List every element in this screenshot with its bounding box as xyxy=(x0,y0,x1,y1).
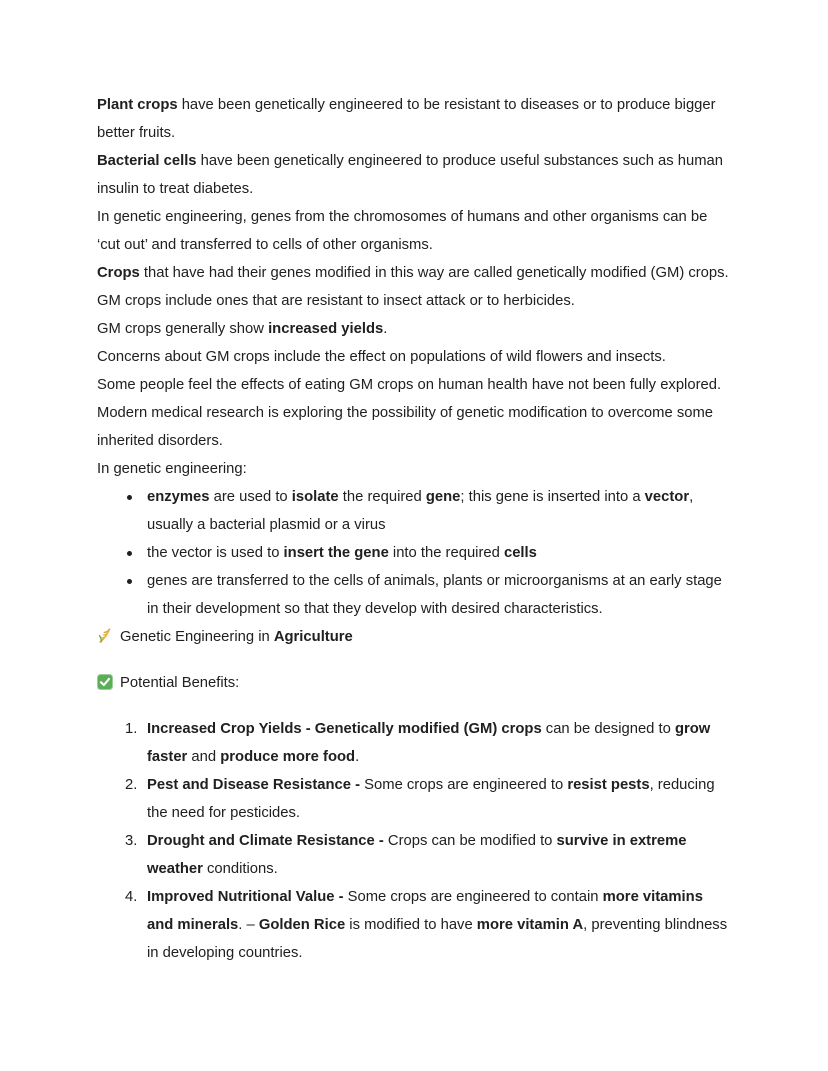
text: are used to xyxy=(209,489,292,505)
bold-text: Drought and Climate Resistance - xyxy=(147,833,384,849)
numbered-text xyxy=(147,889,727,961)
bold-text: more vitamins and minerals xyxy=(147,889,703,933)
numbered-item xyxy=(97,715,730,771)
paragraph-spacer xyxy=(97,651,730,669)
paragraph xyxy=(97,203,730,259)
text: can be designed to xyxy=(541,721,675,737)
bullet-text xyxy=(147,545,537,561)
bold-text: gene xyxy=(425,489,461,505)
bold-text: insert the gene xyxy=(283,545,389,561)
text: Modern medical research is exploring the possibility of genetic modification to overcome some inherited disorders. xyxy=(97,405,714,449)
item-number: 2. xyxy=(125,777,138,793)
emoji-paragraph xyxy=(97,669,730,697)
item-number: 4. xyxy=(125,889,138,905)
bullet-text xyxy=(147,489,693,533)
paragraph xyxy=(97,91,730,147)
text: . xyxy=(355,749,360,765)
item-number: 3. xyxy=(125,833,138,849)
bullet-text xyxy=(147,573,722,617)
paragraph xyxy=(97,455,730,483)
text: conditions. xyxy=(202,861,278,877)
bold-text: isolate xyxy=(291,489,339,505)
text: . xyxy=(383,321,388,337)
text: and xyxy=(187,749,221,765)
text: , preventing blindness in developing countries. xyxy=(147,917,728,961)
paragraph xyxy=(97,399,730,455)
bold-text: more vitamin A xyxy=(476,917,584,933)
bold-text: Increased Crop Yields - Genetically modified (GM) crops xyxy=(147,721,542,737)
text: , usually a bacterial plasmid or a virus xyxy=(147,489,694,533)
text: Some crops are engineered to xyxy=(360,777,568,793)
bold-text: resist pests xyxy=(567,777,650,793)
text: Concerns about GM crops include the effect on populations of wild flowers and insects. xyxy=(97,349,666,365)
bold-text: Improved Nutritional Value - xyxy=(147,889,344,905)
bullet-item xyxy=(97,483,730,539)
text: , reducing the need for pesticides. xyxy=(147,777,715,821)
text: . – xyxy=(238,917,259,933)
numbered-item xyxy=(97,771,730,827)
bold-text: Crops xyxy=(97,265,140,281)
text: into the required xyxy=(388,545,504,561)
document-content xyxy=(97,91,730,967)
text: Genetic Engineering in xyxy=(120,629,274,645)
bold-text: Agriculture xyxy=(273,629,353,645)
text: have been genetically engineered to be resistant to diseases or to produce bigger better fruits. xyxy=(97,97,716,141)
text: In genetic engineering, genes from the chromosomes of humans and other organisms can be ‘cut out’ and transferred to cells of other organisms. xyxy=(97,209,708,253)
bold-text: Pest and Disease Resistance - xyxy=(147,777,361,793)
bullet-item xyxy=(97,567,730,623)
bold-text: survive in extreme weather xyxy=(147,833,687,877)
text: Some people feel the effects of eating GM crops on human health have not been fully explored. xyxy=(97,377,722,393)
bold-text: increased yields xyxy=(268,321,384,337)
text: In genetic engineering: xyxy=(97,461,247,477)
bold-text: grow faster xyxy=(147,721,711,765)
text: ; this gene is inserted into a xyxy=(460,489,645,505)
item-number: 1. xyxy=(125,721,138,737)
bold-text: vector xyxy=(644,489,690,505)
text: genes are transferred to the cells of animals, plants or microorganisms at an early stage in their development so that they develop with desired characteristics. xyxy=(147,573,722,617)
bold-text: Bacterial cells xyxy=(97,153,197,169)
sheaf-of-rice-icon xyxy=(97,627,114,644)
bullet-dot xyxy=(127,551,132,556)
paragraph-spacer xyxy=(97,697,730,715)
text: Potential Benefits: xyxy=(120,675,240,691)
text: that have had their genes modified in this way are called genetically modified (GM) crops. GM crops include ones that are resistant to insect attack or to herbicides. xyxy=(97,265,729,309)
text: is modified to have xyxy=(345,917,477,933)
numbered-text xyxy=(147,721,710,765)
paragraph xyxy=(97,315,730,343)
text: the vector is used to xyxy=(147,545,284,561)
bullet-item xyxy=(97,539,730,567)
bold-text: enzymes xyxy=(147,489,210,505)
text: the required xyxy=(338,489,426,505)
bold-text: Golden Rice xyxy=(258,917,346,933)
numbered-text xyxy=(147,833,687,877)
text: Crops can be modified to xyxy=(383,833,557,849)
paragraph xyxy=(97,259,730,315)
check-mark-icon xyxy=(97,673,114,690)
emoji-paragraph xyxy=(97,623,730,651)
numbered-item xyxy=(97,827,730,883)
numbered-text xyxy=(147,777,715,821)
bullet-dot xyxy=(127,579,132,584)
bold-text: cells xyxy=(503,545,537,561)
bold-text: Plant crops xyxy=(97,97,178,113)
bold-text: produce more food xyxy=(220,749,356,765)
numbered-item xyxy=(97,883,730,967)
text: Some crops are engineered to contain xyxy=(343,889,603,905)
paragraph xyxy=(97,147,730,203)
paragraph xyxy=(97,343,730,371)
text: have been genetically engineered to produce useful substances such as human insulin to treat diabetes. xyxy=(97,153,724,197)
text: GM crops generally show xyxy=(97,321,269,337)
paragraph xyxy=(97,371,730,399)
bullet-dot xyxy=(127,495,132,500)
